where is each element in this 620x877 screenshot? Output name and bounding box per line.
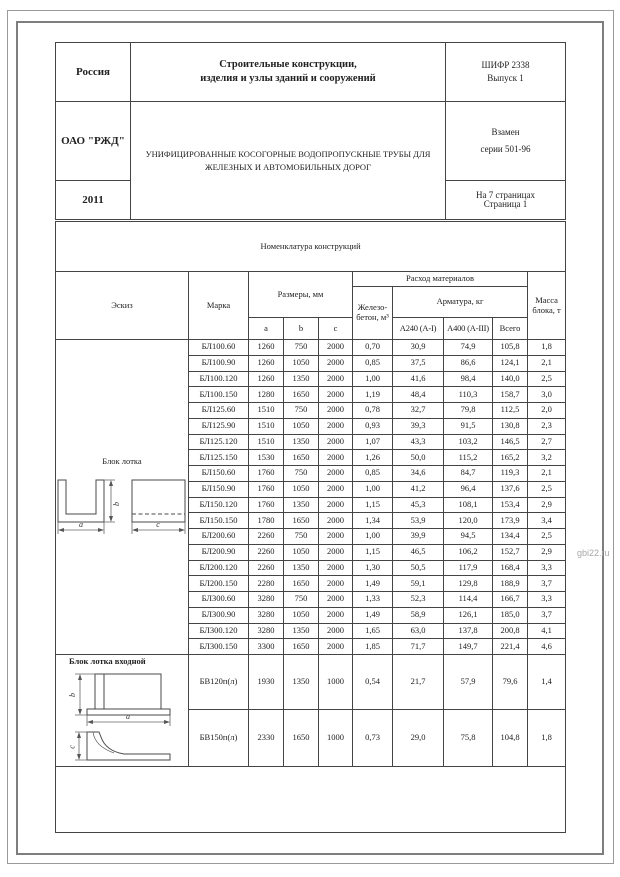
cell-value: 1650 bbox=[284, 513, 319, 529]
cell-value: 126,1 bbox=[444, 607, 493, 623]
cell-value: 3300 bbox=[249, 639, 284, 655]
cell-value: 2000 bbox=[319, 371, 353, 387]
cell-value: 2000 bbox=[319, 387, 353, 403]
cell-value: 3280 bbox=[249, 592, 284, 608]
cell-value: 0,78 bbox=[353, 403, 393, 419]
table-row bbox=[56, 766, 566, 832]
col-header-sketch: Эскиз bbox=[56, 272, 189, 340]
cell-value: 2000 bbox=[319, 418, 353, 434]
cell-value: 188,9 bbox=[493, 576, 528, 592]
cell-value: 2000 bbox=[319, 592, 353, 608]
cell-value: 1,15 bbox=[353, 497, 393, 513]
cell-value: 110,3 bbox=[444, 387, 493, 403]
cell-value: 1,49 bbox=[353, 576, 393, 592]
cell-value: 1650 bbox=[284, 450, 319, 466]
cell-mark: БЛ150.90 bbox=[189, 481, 249, 497]
cell-value: 750 bbox=[284, 592, 319, 608]
cell-mark: БЛ125.90 bbox=[189, 418, 249, 434]
cell-value: 2260 bbox=[249, 529, 284, 545]
cell-value: 1760 bbox=[249, 466, 284, 482]
cell-value: 1050 bbox=[284, 607, 319, 623]
dim-label-b: b bbox=[68, 692, 77, 697]
cell-mark: БЛ200.120 bbox=[189, 560, 249, 576]
page-count: На 7 страницах bbox=[476, 190, 535, 200]
inlet-block-profile-sketch bbox=[67, 730, 172, 766]
cell-value: 84,7 bbox=[444, 466, 493, 482]
cell-value: 2,7 bbox=[528, 434, 566, 450]
cell-value: 2000 bbox=[319, 403, 353, 419]
cell-mark: БЛ150.60 bbox=[189, 466, 249, 482]
cell-value: 46,5 bbox=[393, 544, 444, 560]
cell-value: 3,4 bbox=[528, 513, 566, 529]
replaces-line1: Взамен bbox=[491, 127, 520, 137]
cell-value: 2330 bbox=[249, 710, 284, 766]
cell-value: 1760 bbox=[249, 481, 284, 497]
cell-value: 1530 bbox=[249, 450, 284, 466]
cell-value: 41,2 bbox=[393, 481, 444, 497]
cell-value: 2000 bbox=[319, 340, 353, 356]
replaces-cell bbox=[446, 102, 566, 181]
cell-value: 30,9 bbox=[393, 340, 444, 356]
cell-value: 2,0 bbox=[528, 403, 566, 419]
sketch-blok-lotka bbox=[56, 340, 189, 655]
cell-value: 21,7 bbox=[393, 655, 444, 710]
col-header-a240: А240 (А-I) bbox=[393, 318, 444, 340]
cell-value: 0,70 bbox=[353, 340, 393, 356]
cell-value: 2000 bbox=[319, 481, 353, 497]
cell-value: 2000 bbox=[319, 607, 353, 623]
cell-value: 2260 bbox=[249, 560, 284, 576]
col-header-dim-b: b bbox=[284, 318, 319, 340]
album-title bbox=[131, 102, 446, 220]
cell-value: 1,26 bbox=[353, 450, 393, 466]
table-row bbox=[56, 655, 566, 710]
cell-value: 0,85 bbox=[353, 466, 393, 482]
cell-value: 1,8 bbox=[528, 340, 566, 356]
table-row bbox=[56, 340, 566, 356]
col-header-mark: Марка bbox=[189, 272, 249, 340]
cell-mark: БЛ100.60 bbox=[189, 340, 249, 356]
pages-cell bbox=[446, 181, 566, 220]
cell-value: 3280 bbox=[249, 607, 284, 623]
cell-value: 1,00 bbox=[353, 481, 393, 497]
cell-value: 0,93 bbox=[353, 418, 393, 434]
cell-value: 103,2 bbox=[444, 434, 493, 450]
cell-value: 1,4 bbox=[528, 655, 566, 710]
dim-label-a: a bbox=[126, 711, 130, 721]
cell-value: 1350 bbox=[284, 655, 319, 710]
cell-value: 1510 bbox=[249, 434, 284, 450]
col-header-materials: Расход материалов bbox=[353, 272, 528, 287]
dim-label-b: b bbox=[112, 501, 121, 506]
cell-value: 146,5 bbox=[493, 434, 528, 450]
cell-value: 2,5 bbox=[528, 371, 566, 387]
cell-value: 43,3 bbox=[393, 434, 444, 450]
cell-mark: БЛ100.90 bbox=[189, 355, 249, 371]
cell-mark: БЛ125.60 bbox=[189, 403, 249, 419]
cell-value: 1000 bbox=[319, 655, 353, 710]
cell-mark: БЛ125.120 bbox=[189, 434, 249, 450]
cell-value: 2260 bbox=[249, 544, 284, 560]
organization-cell: ОАО "РЖД" bbox=[56, 102, 131, 181]
cell-value: 1650 bbox=[284, 710, 319, 766]
cell-value: 71,7 bbox=[393, 639, 444, 655]
cell-value: 2,1 bbox=[528, 355, 566, 371]
col-header-concrete: Железо-бетон, м³ bbox=[353, 287, 393, 340]
cell-value: 137,6 bbox=[493, 481, 528, 497]
cell-value: 1280 bbox=[249, 387, 284, 403]
cell-value: 32,7 bbox=[393, 403, 444, 419]
cell-mark: БЛ100.150 bbox=[189, 387, 249, 403]
doc-code-cell bbox=[446, 43, 566, 102]
cell-value: 29,0 bbox=[393, 710, 444, 766]
cell-value: 79,8 bbox=[444, 403, 493, 419]
cell-value: 52,3 bbox=[393, 592, 444, 608]
cell-value: 2000 bbox=[319, 623, 353, 639]
cell-value: 1,33 bbox=[353, 592, 393, 608]
cell-value: 134,4 bbox=[493, 529, 528, 545]
cell-value: 124,1 bbox=[493, 355, 528, 371]
cell-value: 168,4 bbox=[493, 560, 528, 576]
cell-value: 1050 bbox=[284, 481, 319, 497]
u-channel-cross-section-sketch bbox=[57, 477, 123, 537]
cell-value: 3,7 bbox=[528, 607, 566, 623]
empty-bottom-cell bbox=[56, 766, 566, 832]
replaces-line2: серии 501-96 bbox=[480, 144, 531, 154]
cell-value: 50,5 bbox=[393, 560, 444, 576]
cell-value: 221,4 bbox=[493, 639, 528, 655]
cell-value: 149,7 bbox=[444, 639, 493, 655]
cell-value: 94,5 bbox=[444, 529, 493, 545]
cell-value: 0,73 bbox=[353, 710, 393, 766]
cell-value: 1260 bbox=[249, 340, 284, 356]
cell-value: 2000 bbox=[319, 355, 353, 371]
cell-value: 2000 bbox=[319, 576, 353, 592]
cell-value: 2,5 bbox=[528, 529, 566, 545]
cell-mark: БЛ200.60 bbox=[189, 529, 249, 545]
cell-value: 2,5 bbox=[528, 481, 566, 497]
cell-value: 106,2 bbox=[444, 544, 493, 560]
cell-value: 1760 bbox=[249, 497, 284, 513]
cell-value: 4,6 bbox=[528, 639, 566, 655]
cell-value: 2000 bbox=[319, 513, 353, 529]
cell-value: 137,8 bbox=[444, 623, 493, 639]
nomenclature-table bbox=[55, 221, 566, 833]
cell-value: 1,65 bbox=[353, 623, 393, 639]
cell-value: 1260 bbox=[249, 355, 284, 371]
col-header-rebar: Арматура, кг bbox=[393, 287, 528, 318]
cell-value: 750 bbox=[284, 529, 319, 545]
doc-code: ШИФР 2338 bbox=[481, 60, 530, 70]
cell-value: 1,19 bbox=[353, 387, 393, 403]
sketch-caption: Блок лотка bbox=[102, 456, 142, 467]
cell-mark: БЛ300.150 bbox=[189, 639, 249, 655]
cell-value: 1,00 bbox=[353, 529, 393, 545]
col-header-total: Всего bbox=[493, 318, 528, 340]
doc-issue: Выпуск 1 bbox=[487, 73, 524, 83]
cell-mark: БЛ150.120 bbox=[189, 497, 249, 513]
cell-value: 1,49 bbox=[353, 607, 393, 623]
cell-value: 1,07 bbox=[353, 434, 393, 450]
cell-value: 1,00 bbox=[353, 371, 393, 387]
cell-value: 98,4 bbox=[444, 371, 493, 387]
cell-value: 2000 bbox=[319, 466, 353, 482]
table-title: Номенклатура конструкций bbox=[56, 222, 566, 272]
cell-value: 0,54 bbox=[353, 655, 393, 710]
dim-label-a: a bbox=[79, 519, 83, 529]
cell-value: 63,0 bbox=[393, 623, 444, 639]
cell-mark: БВ150п(л) bbox=[189, 710, 249, 766]
cell-value: 96,4 bbox=[444, 481, 493, 497]
cell-value: 1000 bbox=[319, 710, 353, 766]
series-title-line2: изделия и узлы зданий и сооружений bbox=[200, 73, 376, 84]
cell-value: 1260 bbox=[249, 371, 284, 387]
album-title-line2: ЖЕЛЕЗНЫХ И АВТОМОБИЛЬНЫХ ДОРОГ bbox=[204, 161, 371, 172]
cell-value: 91,5 bbox=[444, 418, 493, 434]
cell-value: 2000 bbox=[319, 639, 353, 655]
cell-value: 2280 bbox=[249, 576, 284, 592]
cell-value: 39,9 bbox=[393, 529, 444, 545]
cell-value: 3,0 bbox=[528, 387, 566, 403]
cell-value: 200,8 bbox=[493, 623, 528, 639]
series-title-line1: Строительные конструкции, bbox=[219, 58, 357, 70]
col-header-dim-a: a bbox=[249, 318, 284, 340]
cell-value: 2,3 bbox=[528, 418, 566, 434]
cell-value: 117,9 bbox=[444, 560, 493, 576]
series-title bbox=[131, 43, 446, 102]
cell-value: 1050 bbox=[284, 544, 319, 560]
cell-value: 74,9 bbox=[444, 340, 493, 356]
cell-value: 1780 bbox=[249, 513, 284, 529]
section2-body bbox=[56, 655, 566, 767]
cell-mark: БЛ300.60 bbox=[189, 592, 249, 608]
cell-value: 1,85 bbox=[353, 639, 393, 655]
cell-value: 1650 bbox=[284, 639, 319, 655]
cell-value: 130,8 bbox=[493, 418, 528, 434]
title-block bbox=[55, 42, 566, 220]
cell-value: 166,7 bbox=[493, 592, 528, 608]
col-header-dimensions: Размеры, мм bbox=[249, 272, 353, 318]
cell-value: 58,9 bbox=[393, 607, 444, 623]
cell-value: 4,1 bbox=[528, 623, 566, 639]
cell-value: 108,1 bbox=[444, 497, 493, 513]
cell-value: 120,0 bbox=[444, 513, 493, 529]
cell-value: 185,0 bbox=[493, 607, 528, 623]
watermark: gbi22.ru bbox=[577, 548, 610, 558]
inlet-block-side-sketch bbox=[68, 671, 172, 727]
cell-value: 153,4 bbox=[493, 497, 528, 513]
cell-value: 105,8 bbox=[493, 340, 528, 356]
year-cell: 2011 bbox=[56, 181, 131, 220]
cell-value: 2000 bbox=[319, 434, 353, 450]
col-header-mass: Масса блока, т bbox=[528, 272, 566, 340]
cell-value: 750 bbox=[284, 340, 319, 356]
cell-mark: БЛ300.120 bbox=[189, 623, 249, 639]
cell-value: 2000 bbox=[319, 544, 353, 560]
cell-value: 152,7 bbox=[493, 544, 528, 560]
cell-value: 50,0 bbox=[393, 450, 444, 466]
cell-value: 3280 bbox=[249, 623, 284, 639]
page-number: Страница 1 bbox=[483, 199, 528, 209]
cell-value: 1,30 bbox=[353, 560, 393, 576]
cell-value: 45,3 bbox=[393, 497, 444, 513]
cell-value: 0,85 bbox=[353, 355, 393, 371]
cell-value: 34,6 bbox=[393, 466, 444, 482]
cell-value: 57,9 bbox=[444, 655, 493, 710]
cell-value: 165,2 bbox=[493, 450, 528, 466]
cell-mark: БЛ200.90 bbox=[189, 544, 249, 560]
cell-value: 173,9 bbox=[493, 513, 528, 529]
cell-value: 1930 bbox=[249, 655, 284, 710]
cell-value: 140,0 bbox=[493, 371, 528, 387]
cell-value: 112,5 bbox=[493, 403, 528, 419]
cell-value: 39,3 bbox=[393, 418, 444, 434]
sketch-blok-lotka-vhodnoy bbox=[56, 655, 189, 767]
cell-value: 37,5 bbox=[393, 355, 444, 371]
cell-mark: БЛ150.150 bbox=[189, 513, 249, 529]
cell-value: 1350 bbox=[284, 434, 319, 450]
cell-value: 48,4 bbox=[393, 387, 444, 403]
cell-value: 1,8 bbox=[528, 710, 566, 766]
cell-value: 129,8 bbox=[444, 576, 493, 592]
cell-value: 750 bbox=[284, 466, 319, 482]
cell-value: 86,6 bbox=[444, 355, 493, 371]
cell-value: 3,2 bbox=[528, 450, 566, 466]
cell-value: 79,6 bbox=[493, 655, 528, 710]
cell-mark: БЛ125.150 bbox=[189, 450, 249, 466]
cell-value: 53,9 bbox=[393, 513, 444, 529]
cell-value: 1050 bbox=[284, 355, 319, 371]
cell-value: 158,7 bbox=[493, 387, 528, 403]
cell-value: 1350 bbox=[284, 371, 319, 387]
dim-label-c: c bbox=[156, 519, 160, 529]
channel-side-view-sketch bbox=[131, 477, 187, 537]
cell-value: 3,7 bbox=[528, 576, 566, 592]
cell-value: 41,6 bbox=[393, 371, 444, 387]
cell-value: 1510 bbox=[249, 403, 284, 419]
cell-value: 2,9 bbox=[528, 544, 566, 560]
cell-value: 2000 bbox=[319, 560, 353, 576]
cell-value: 59,1 bbox=[393, 576, 444, 592]
cell-value: 1350 bbox=[284, 560, 319, 576]
cell-mark: БЛ200.150 bbox=[189, 576, 249, 592]
cell-value: 1510 bbox=[249, 418, 284, 434]
cell-value: 3,3 bbox=[528, 592, 566, 608]
cell-value: 115,2 bbox=[444, 450, 493, 466]
cell-value: 1,34 bbox=[353, 513, 393, 529]
cell-value: 2000 bbox=[319, 497, 353, 513]
section1-body bbox=[56, 340, 566, 655]
cell-value: 2,1 bbox=[528, 466, 566, 482]
cell-value: 1350 bbox=[284, 623, 319, 639]
cell-value: 1650 bbox=[284, 576, 319, 592]
cell-value: 2,9 bbox=[528, 497, 566, 513]
sketch-caption: Блок лотка входной bbox=[69, 656, 146, 666]
cell-value: 104,8 bbox=[493, 710, 528, 766]
cell-mark: БЛ300.90 bbox=[189, 607, 249, 623]
cell-value: 2000 bbox=[319, 529, 353, 545]
cell-value: 1,15 bbox=[353, 544, 393, 560]
cell-value: 75,8 bbox=[444, 710, 493, 766]
cell-mark: БВ120п(л) bbox=[189, 655, 249, 710]
col-header-dim-c: c bbox=[319, 318, 353, 340]
album-title-line1: УНИФИЦИРОВАННЫЕ КОСОГОРНЫЕ ВОДОПРОПУСКНЫЕ ТРУБЫ ДЛЯ bbox=[145, 148, 431, 159]
cell-value: 1650 bbox=[284, 387, 319, 403]
cell-value: 1050 bbox=[284, 418, 319, 434]
country-cell: Россия bbox=[56, 43, 131, 102]
cell-value: 119,3 bbox=[493, 466, 528, 482]
col-header-a400: А400 (А-III) bbox=[444, 318, 493, 340]
cell-value: 1350 bbox=[284, 497, 319, 513]
cell-value: 2000 bbox=[319, 450, 353, 466]
dim-label-c: c bbox=[67, 744, 77, 749]
cell-value: 114,4 bbox=[444, 592, 493, 608]
cell-value: 3,3 bbox=[528, 560, 566, 576]
cell-mark: БЛ100.120 bbox=[189, 371, 249, 387]
cell-value: 750 bbox=[284, 403, 319, 419]
